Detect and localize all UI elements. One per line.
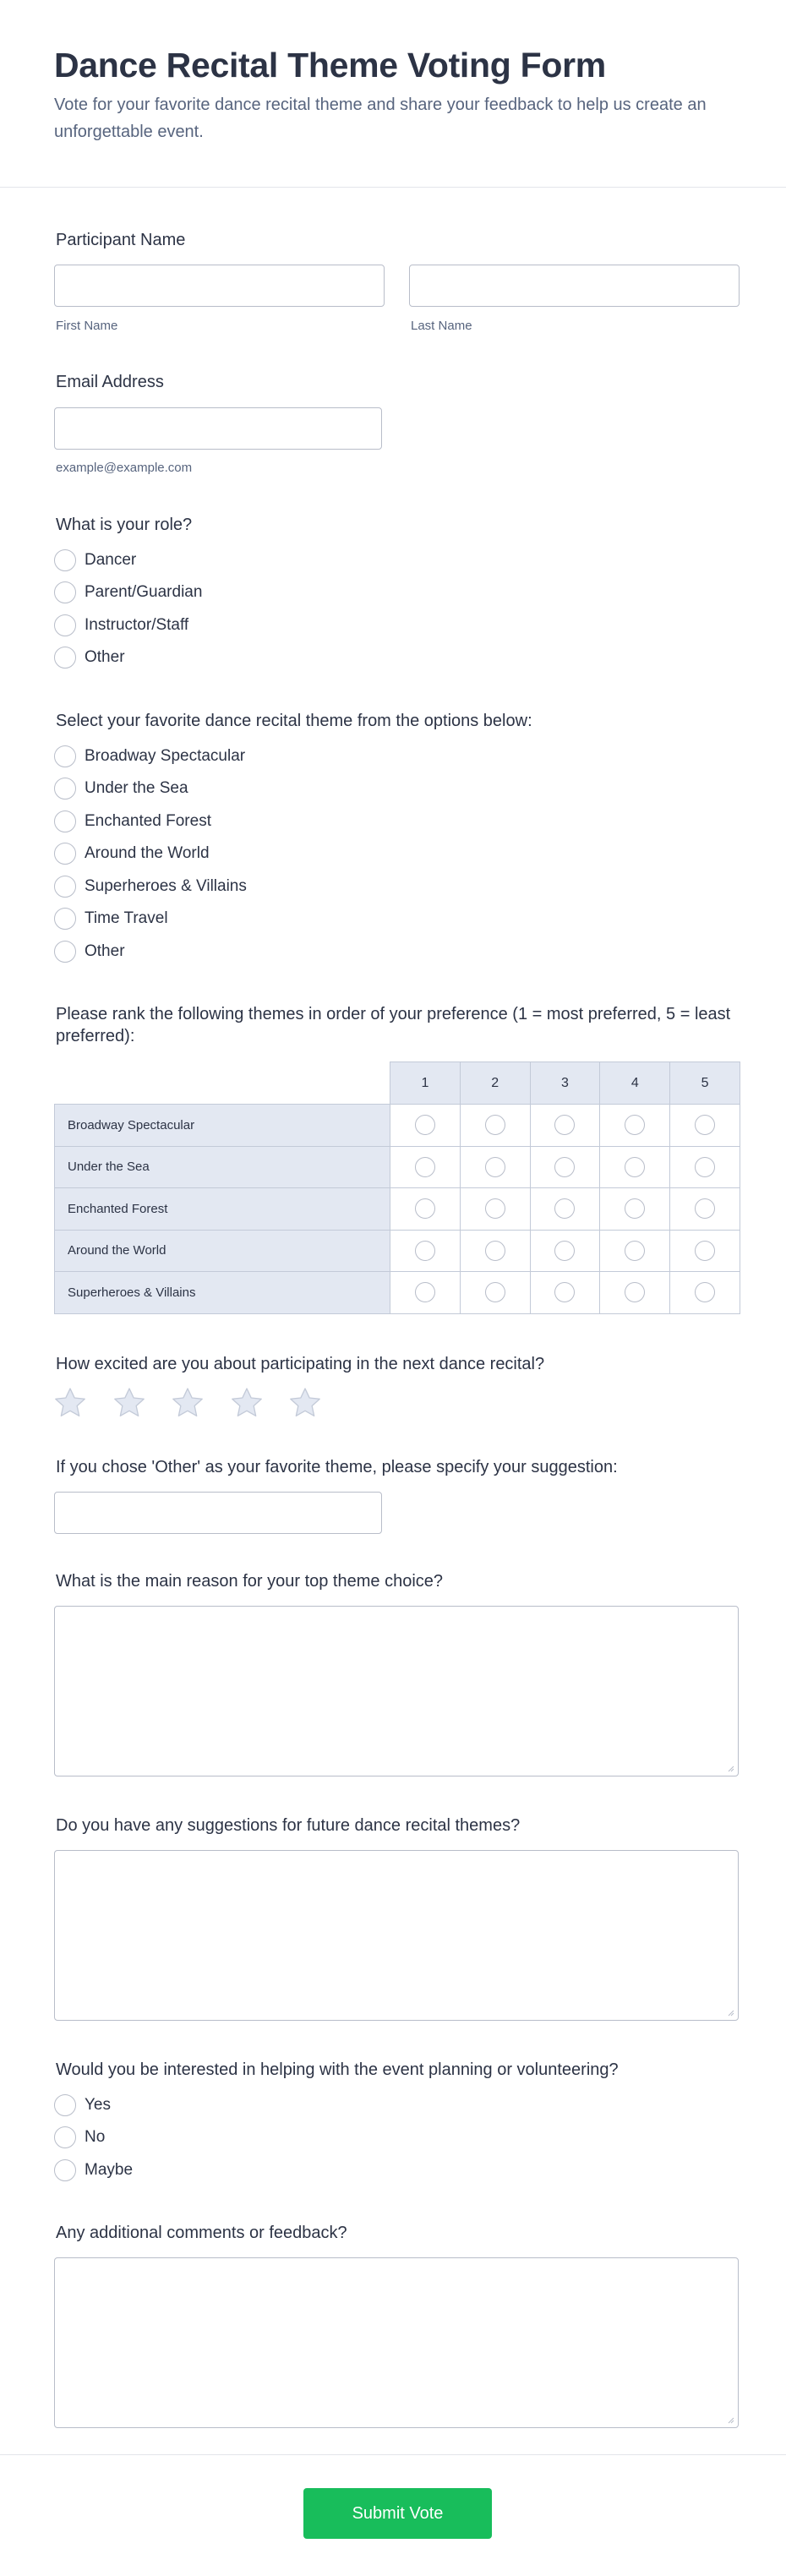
matrix-radio-button[interactable]: [695, 1282, 715, 1302]
comments-textarea[interactable]: [54, 2257, 739, 2428]
radio-button[interactable]: [54, 2126, 76, 2148]
matrix-radio-button[interactable]: [554, 1157, 575, 1177]
matrix-cell[interactable]: [669, 1104, 740, 1147]
radio-button[interactable]: [54, 876, 76, 898]
matrix-cell[interactable]: [599, 1146, 670, 1189]
excitement-label: How excited are you about participating in the next dance recital?: [56, 1355, 545, 1373]
matrix-radio-button[interactable]: [415, 1241, 435, 1261]
matrix-radio-button[interactable]: [554, 1198, 575, 1219]
matrix-radio-button[interactable]: [695, 1115, 715, 1135]
radio-button[interactable]: [54, 549, 76, 571]
matrix-cell[interactable]: [390, 1104, 461, 1147]
volunteer-label: Would you be interested in helping with the event planning or volunteering?: [56, 2060, 619, 2079]
role-option-dancer[interactable]: [54, 548, 136, 572]
matrix-cell[interactable]: [530, 1271, 601, 1314]
volunteer-option-label: Maybe: [85, 2161, 134, 2179]
email-sublabel: example@example.com: [56, 461, 193, 475]
volunteer-option-label: Yes: [85, 2096, 111, 2114]
radio-button[interactable]: [54, 2094, 76, 2116]
first-name-sublabel: First Name: [56, 319, 118, 333]
role-option-parent[interactable]: [54, 581, 202, 604]
matrix-radio-button[interactable]: [695, 1157, 715, 1177]
matrix-radio-button[interactable]: [485, 1198, 505, 1219]
role-option-label: Parent/Guardian: [85, 583, 203, 601]
matrix-cell[interactable]: [530, 1104, 601, 1147]
star-icon[interactable]: [112, 1386, 147, 1420]
matrix-radio-button[interactable]: [485, 1115, 505, 1135]
theme-option-label: Superheroes & Villains: [85, 877, 247, 895]
matrix-radio-button[interactable]: [415, 1198, 435, 1219]
theme-option[interactable]: [54, 745, 245, 768]
matrix-radio-button[interactable]: [485, 1241, 505, 1261]
radio-button[interactable]: [54, 614, 76, 636]
other-theme-label: If you chose 'Other' as your favorite theme, please specify your suggestion:: [56, 1458, 618, 1476]
star-icon[interactable]: [229, 1386, 265, 1420]
matrix-row-label: Broadway Spectacular: [54, 1104, 390, 1147]
suggestions-label: Do you have any suggestions for future dance recital themes?: [56, 1816, 521, 1835]
theme-option[interactable]: [54, 875, 247, 898]
matrix-cell[interactable]: [460, 1187, 531, 1231]
form-subtitle: Vote for your favorite dance recital theme and share your feedback to help us create an unforgettable event.: [54, 96, 707, 141]
role-option-instructor[interactable]: [54, 614, 188, 637]
theme-option-label: Broadway Spectacular: [85, 747, 246, 765]
matrix-radio-button[interactable]: [625, 1198, 645, 1219]
theme-option[interactable]: [54, 842, 210, 865]
matrix-cell[interactable]: [669, 1271, 740, 1314]
matrix-radio-button[interactable]: [625, 1157, 645, 1177]
radio-button[interactable]: [54, 745, 76, 767]
volunteer-option-label: No: [85, 2128, 106, 2146]
comments-label: Any additional comments or feedback?: [56, 2224, 347, 2242]
matrix-radio-button[interactable]: [415, 1115, 435, 1135]
theme-option[interactable]: [54, 940, 125, 963]
form-title: Dance Recital Theme Voting Form: [54, 46, 606, 85]
theme-option[interactable]: [54, 810, 211, 833]
reason-label: What is the main reason for your top theme choice?: [56, 1572, 444, 1591]
role-option-other[interactable]: [54, 646, 125, 669]
matrix-radio-button[interactable]: [485, 1282, 505, 1302]
matrix-radio-button[interactable]: [625, 1282, 645, 1302]
matrix-cell[interactable]: [530, 1230, 601, 1273]
matrix-column-header: 3: [530, 1062, 601, 1105]
star-icon[interactable]: [170, 1386, 205, 1420]
star-icon[interactable]: [52, 1386, 88, 1420]
matrix-cell[interactable]: [390, 1230, 461, 1273]
last-name-input[interactable]: [409, 265, 740, 307]
matrix-cell[interactable]: [599, 1230, 670, 1273]
theme-label: Select your favorite dance recital theme from the options below:: [56, 712, 532, 730]
volunteer-option-maybe[interactable]: [54, 2158, 133, 2182]
matrix-radio-button[interactable]: [695, 1241, 715, 1261]
radio-button[interactable]: [54, 581, 76, 603]
matrix-column-header: 4: [599, 1062, 670, 1105]
radio-button[interactable]: [54, 941, 76, 963]
resize-handle-icon[interactable]: [726, 2008, 734, 2017]
email-label: Email Address: [56, 373, 164, 391]
matrix-row-label: Superheroes & Villains: [54, 1271, 390, 1314]
matrix-column-header: 1: [390, 1062, 461, 1105]
radio-button[interactable]: [54, 843, 76, 865]
matrix-radio-button[interactable]: [625, 1241, 645, 1261]
resize-handle-icon[interactable]: [726, 2415, 734, 2424]
radio-button[interactable]: [54, 810, 76, 832]
theme-option-label: Time Travel: [85, 909, 168, 927]
volunteer-option-yes[interactable]: [54, 2093, 111, 2117]
matrix-row-label: Around the World: [54, 1230, 390, 1273]
role-label: What is your role?: [56, 516, 193, 534]
role-option-label: Other: [85, 648, 125, 666]
matrix-radio-button[interactable]: [415, 1157, 435, 1177]
role-option-label: Dancer: [85, 551, 137, 569]
last-name-sublabel: Last Name: [411, 319, 472, 333]
volunteer-option-no[interactable]: [54, 2126, 105, 2149]
form-header: [0, 0, 786, 188]
matrix-radio-button[interactable]: [695, 1198, 715, 1219]
theme-option-label: Under the Sea: [85, 779, 188, 797]
submit-button[interactable]: Submit Vote: [303, 2488, 492, 2539]
matrix-radio-button[interactable]: [554, 1241, 575, 1261]
matrix-cell[interactable]: [599, 1187, 670, 1231]
suggestions-textarea[interactable]: [54, 1850, 739, 2021]
matrix-cell[interactable]: [530, 1146, 601, 1189]
radio-button[interactable]: [54, 908, 76, 930]
matrix-cell[interactable]: [599, 1104, 670, 1147]
participant-name-label: Participant Name: [56, 231, 186, 249]
radio-button[interactable]: [54, 2159, 76, 2181]
matrix-cell[interactable]: [460, 1104, 531, 1147]
matrix-cell[interactable]: [460, 1230, 531, 1273]
star-icon[interactable]: [287, 1386, 323, 1420]
matrix-cell[interactable]: [460, 1271, 531, 1314]
matrix-radio-button[interactable]: [554, 1115, 575, 1135]
other-theme-input[interactable]: [54, 1492, 382, 1534]
first-name-input[interactable]: [54, 265, 385, 307]
theme-option-label: Enchanted Forest: [85, 812, 211, 830]
matrix-cell[interactable]: [460, 1146, 531, 1189]
matrix-radio-button[interactable]: [554, 1282, 575, 1302]
matrix-cell[interactable]: [530, 1187, 601, 1231]
matrix-cell[interactable]: [669, 1230, 740, 1273]
matrix-row-label: Under the Sea: [54, 1146, 390, 1189]
matrix-cell[interactable]: [390, 1187, 461, 1231]
matrix-cell[interactable]: [390, 1146, 461, 1189]
matrix-radio-button[interactable]: [625, 1115, 645, 1135]
reason-textarea[interactable]: [54, 1606, 739, 1776]
theme-option-label: Other: [85, 942, 125, 960]
matrix-column-header: 2: [460, 1062, 531, 1105]
matrix-radio-button[interactable]: [485, 1157, 505, 1177]
matrix-cell[interactable]: [669, 1187, 740, 1231]
theme-option-label: Around the World: [85, 844, 210, 862]
ranking-label: Please rank the following themes in order of your preference (1 = most preferred, 5 = least preferred):: [56, 1005, 731, 1045]
matrix-row-label: Enchanted Forest: [54, 1187, 390, 1231]
matrix-radio-button[interactable]: [415, 1282, 435, 1302]
theme-option[interactable]: [54, 907, 168, 931]
matrix-cell[interactable]: [390, 1271, 461, 1314]
matrix-cell[interactable]: [599, 1271, 670, 1314]
resize-handle-icon[interactable]: [726, 1764, 734, 1772]
matrix-column-header: 5: [669, 1062, 740, 1105]
email-field[interactable]: [54, 407, 382, 450]
matrix-cell[interactable]: [669, 1146, 740, 1189]
radio-button[interactable]: [54, 647, 76, 669]
role-option-label: Instructor/Staff: [85, 616, 189, 634]
ranking-matrix: [54, 1062, 740, 1314]
theme-option[interactable]: [54, 777, 188, 800]
radio-button[interactable]: [54, 778, 76, 800]
